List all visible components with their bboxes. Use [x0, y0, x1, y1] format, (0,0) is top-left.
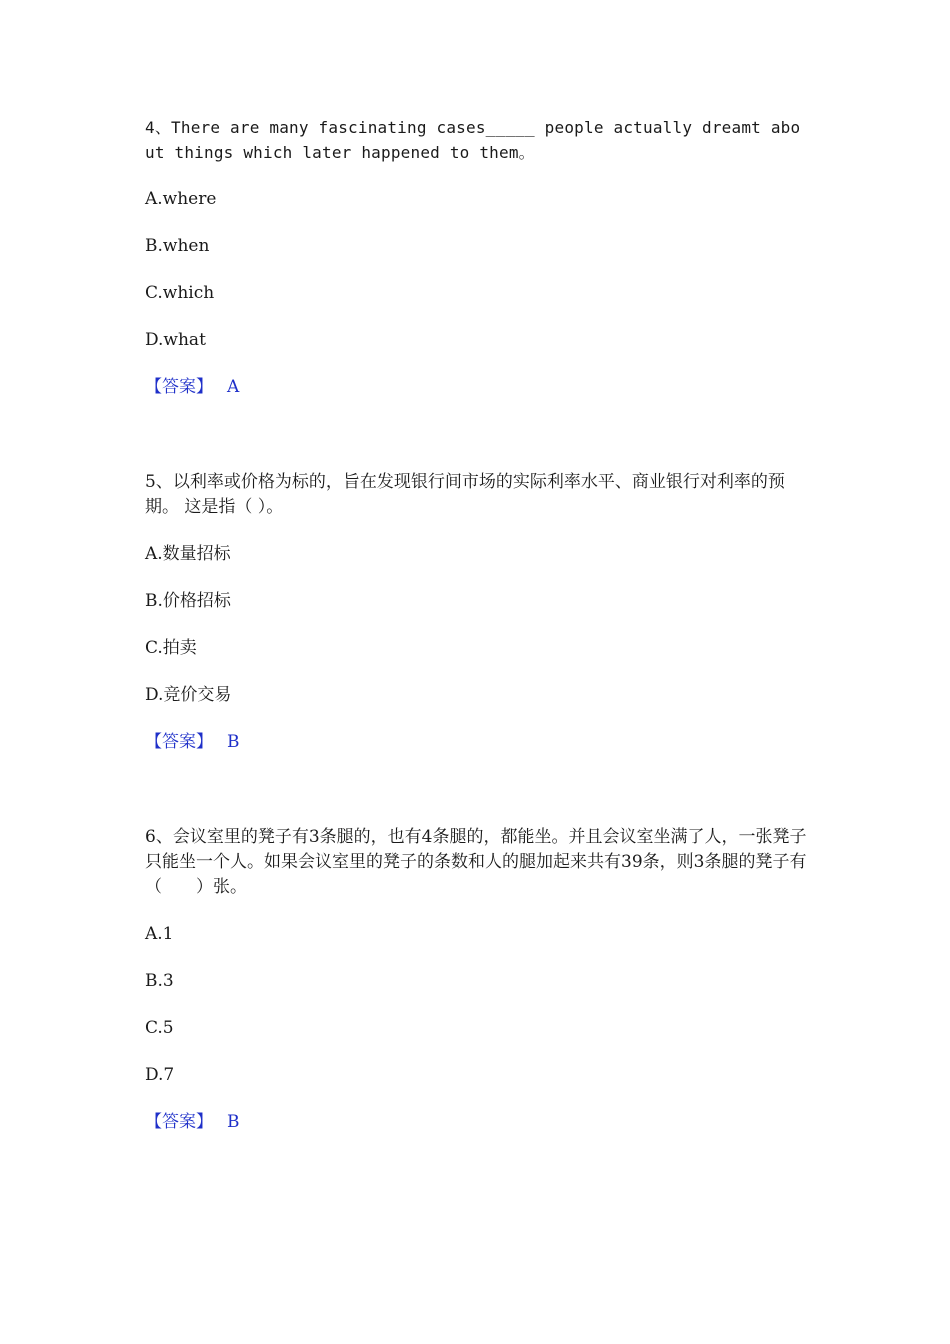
- option-a: A.where: [145, 189, 217, 209]
- answer-value: B: [227, 1112, 240, 1132]
- option-d: D.7: [145, 1065, 175, 1085]
- answer-value: A: [227, 377, 240, 397]
- answer-label: 【答案】: [145, 1112, 213, 1132]
- option-c: C.which: [145, 283, 215, 303]
- answer-value: B: [227, 732, 240, 752]
- question-text: 4、There are many fascinating cases_____ people actually dreamt about things which later happened to them。: [145, 118, 801, 162]
- question-4: [145, 115, 810, 405]
- question-text: 6、会议室里的凳子有3条腿的，也有4条腿的，都能坐。并且会议室坐满了人，一张凳子只能坐一个人。如果会议室里的凳子的条数和人的腿加起来共有39条，则3条腿的凳子有（ ）张。: [145, 827, 807, 897]
- answer-line: [145, 1111, 240, 1133]
- option-b: B.3: [145, 971, 174, 991]
- option-a: A.数量招标: [145, 544, 231, 564]
- question-5: [145, 470, 810, 760]
- option-b: B.when: [145, 236, 210, 256]
- answer-line: [145, 731, 240, 753]
- option-c: C.拍卖: [145, 638, 197, 658]
- option-a: A.1: [145, 924, 174, 944]
- answer-label: 【答案】: [145, 377, 213, 397]
- question-text: 5、以利率或价格为标的，旨在发现银行间市场的实际利率水平、商业银行对利率的预期。 这是指（ ）。: [145, 472, 785, 517]
- question-6: [145, 825, 810, 1145]
- option-c: C.5: [145, 1018, 174, 1038]
- answer-line: [145, 376, 239, 398]
- option-d: D.what: [145, 330, 206, 350]
- answer-label: 【答案】: [145, 732, 213, 752]
- option-d: D.竞价交易: [145, 685, 232, 705]
- option-b: B.价格招标: [145, 591, 231, 611]
